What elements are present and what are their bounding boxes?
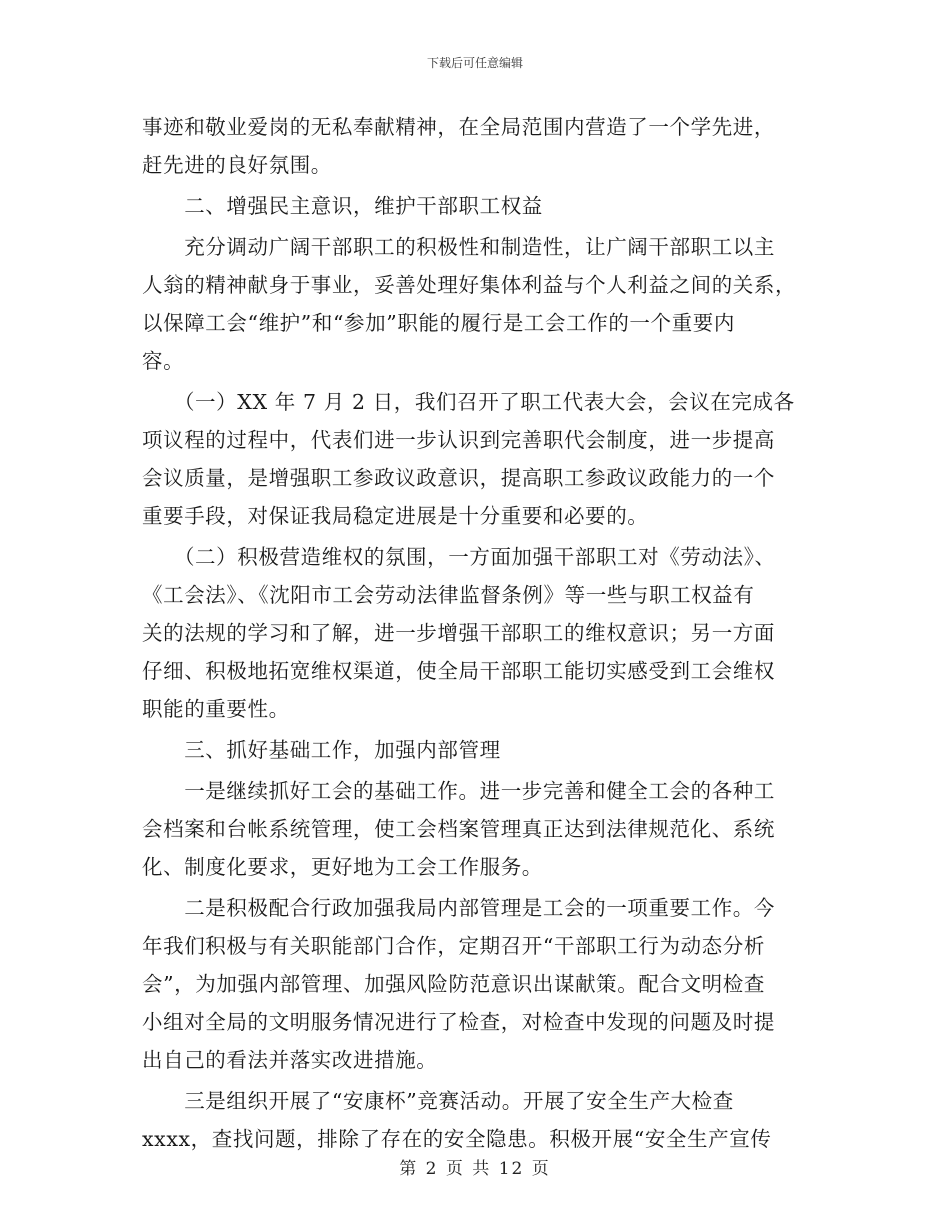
text-line: 三、抓好基础工作，加强内部管理 bbox=[142, 738, 501, 762]
paragraph-7 bbox=[142, 772, 810, 886]
text-line: 人翁的精神献身于事业，妥善处理好集体利益与个人利益之间的关系， bbox=[142, 273, 797, 297]
text-line: 赶先进的良好氛围。 bbox=[142, 153, 332, 177]
text-line: 事迹和敬业爱岗的无私奉献精神，在全局范围内营造了一个学先进， bbox=[142, 115, 775, 139]
page-number: 第 2 页 共 12 页 bbox=[399, 1159, 551, 1179]
text-line: 项议程的过程中，代表们进一步认识到完善职代会制度，进一步提高 bbox=[142, 428, 775, 452]
text-line: 会议质量，是增强职工参政议政意识，提高职工参政议政能力的一个 bbox=[142, 466, 775, 490]
section-heading-2 bbox=[142, 187, 810, 225]
text-line: 关的法规的学习和了解，进一步增强干部职工的维权意识；另一方面 bbox=[142, 621, 775, 645]
page-header-note: 下载后可任意编辑 bbox=[426, 56, 523, 70]
text-line: 会档案和台帐系统管理，使工会档案管理真正达到法律规范化、系统 bbox=[142, 817, 775, 841]
text-line: 年我们积极与有关职能部门合作，定期召开“干部职工行为动态分析 bbox=[142, 934, 765, 958]
text-line: 会”，为加强内部管理、加强风险防范意识出谋献策。配合文明检查 bbox=[142, 972, 765, 996]
text-line: 化、制度化要求，更好地为工会工作服务。 bbox=[142, 855, 543, 879]
text-line: 二、增强民主意识，维护干部职工权益 bbox=[142, 194, 543, 218]
text-line: （一）XX 年 7 月 2 日，我们召开了职工代表大会，会议在完成各 bbox=[142, 390, 795, 414]
text-line: 《工会法》、《沈阳市工会劳动法律监督条例》等一些与职工权益有 bbox=[142, 583, 755, 607]
paragraph-9 bbox=[142, 1082, 810, 1158]
text-line: 一是继续抓好工会的基础工作。进一步完善和健全工会的各种工 bbox=[142, 779, 775, 803]
text-line: 职能的重要性。 bbox=[142, 697, 290, 721]
text-line: 充分调动广阔干部职工的积极性和制造性，让广阔干部职工以主 bbox=[142, 235, 775, 259]
paragraph-3 bbox=[142, 228, 810, 380]
text-line: xxxx，查找问题，排除了存在的安全隐患。积极开展“安全生产宣传 bbox=[142, 1127, 772, 1151]
text-line: 容。 bbox=[142, 349, 185, 373]
text-line: 三是组织开展了“安康杯”竞赛活动。开展了安全生产大检查 bbox=[142, 1089, 734, 1113]
text-line: 出自己的看法并落实改进措施。 bbox=[142, 1048, 438, 1072]
text-line: 二是积极配合行政加强我局内部管理是工会的一项重要工作。今 bbox=[142, 896, 775, 920]
paragraph-1 bbox=[142, 108, 810, 184]
text-line: 仔细、积极地拓宽维权渠道，使全局干部职工能切实感受到工会维权 bbox=[142, 659, 775, 683]
paragraph-5 bbox=[142, 538, 810, 728]
text-line: 小组对全局的文明服务情况进行了检查，对检查中发现的问题及时提 bbox=[142, 1010, 775, 1034]
section-heading-3 bbox=[142, 731, 810, 769]
paragraph-4 bbox=[142, 383, 810, 535]
paragraph-8 bbox=[142, 889, 810, 1079]
document-body bbox=[142, 108, 810, 1158]
text-line: 重要手段，对保证我局稳定进展是十分重要和必要的。 bbox=[142, 504, 649, 528]
text-line: （二）积极营造维权的氛围，一方面加强干部职工对《劳动法》、 bbox=[142, 545, 776, 569]
text-line: 以保障工会“维护”和“参加”职能的履行是工会工作的一个重要内 bbox=[142, 311, 735, 335]
